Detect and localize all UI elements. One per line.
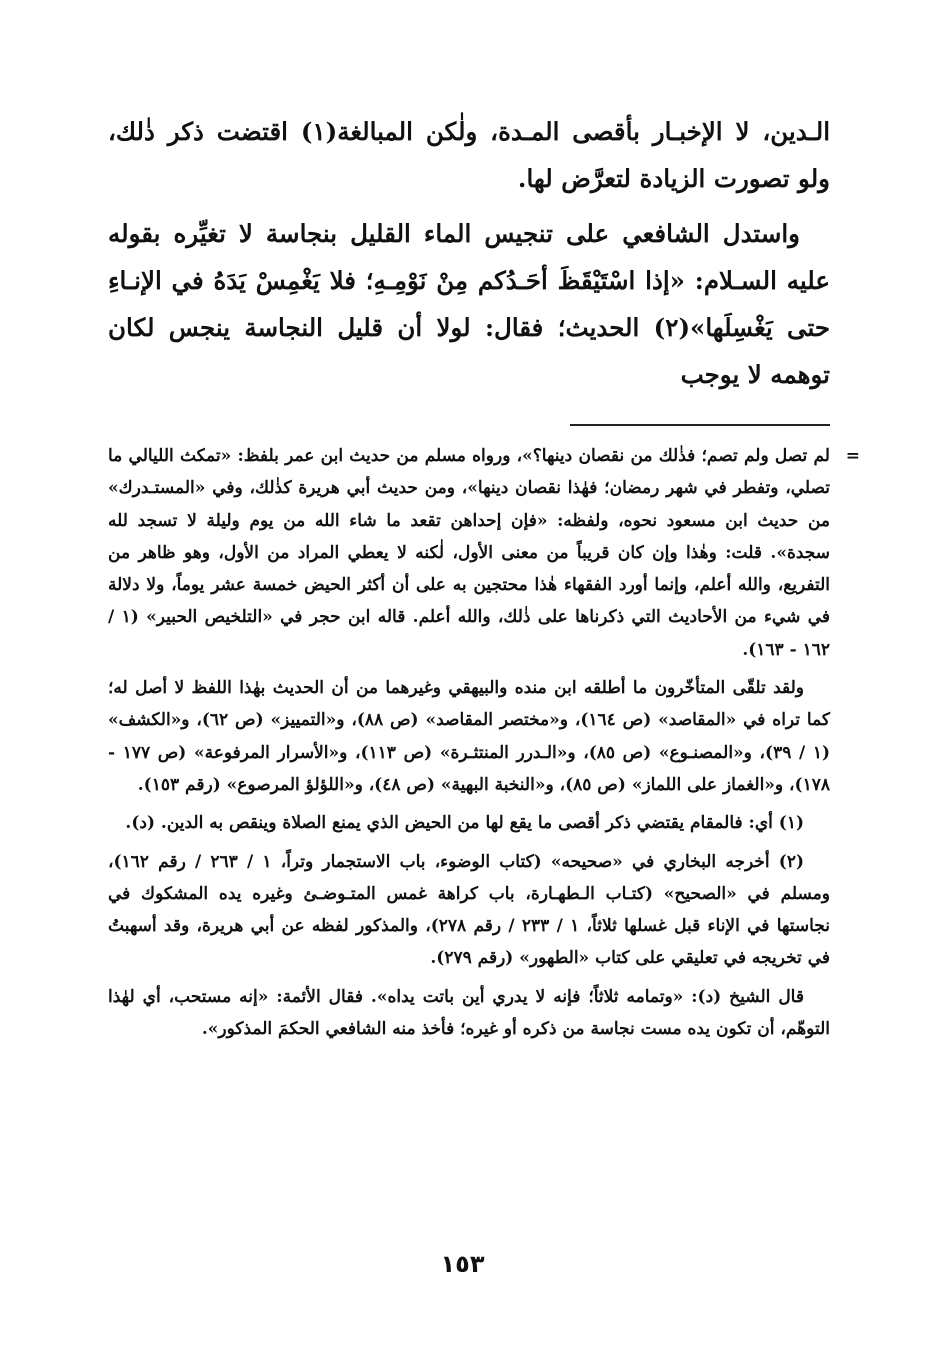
page-number: ١٥٣: [440, 1250, 485, 1278]
footnote-later-scholars: ولقد تلقّى المتأخّرون ما أطلقه ابن منده والبيهقي وغيرهما من أن الحديث بهٰذا اللفظ لا أصل له؛ كما تراه في «المقاصد» (ص ١٦٤)، و«مختصر المقاصد» (ص ٨٨)، و«التمييز» (ص ٦٢)، و«الكشف» (١ / ٣٩)، و«المصنـوع» (ص ٨٥)، و«الـدرر المنتثـرة» (ص ١١٣)، و«الأسرار المرفوعة» (ص ١٧٧ - ١٧٨)، و«الغماز على اللماز» (ص ٨٥)، و«النخبة البهية» (ص ٤٨)، و«اللؤلؤ المرصوع» (رقم ١٥٣).: [108, 678, 831, 795]
footnote-separator: [570, 424, 830, 426]
footnote-sheikh-comment: قال الشيخ (د): «وتمامه ثلاثاً؛ فإنه لا يدري أين باتت يداه». فقال الأئمة: «إنه مستحب، أي لهٰذا التوهّم، أن تكون يده مست نجاسة من ذكره أو غيره؛ فأخذ منه الشافعي الحكمَ المذكور».: [108, 986, 830, 1040]
main-paragraph-1: الـدين، لا الإخبـار بأقصى المـدة، ولٰكن المبالغة(١) اقتضت ذكر ذٰلك، ولو تصورت الزيادة لتعرَّض لها.: [108, 117, 831, 193]
footnote-continuation-text: لم تصل ولم تصم؛ فذٰلك من نقصان دينها؟»، ورواه مسلم من حديث ابن عمر بلفظ: «تمكث الليالي ما تصلي، وتفطر في شهر رمضان؛ فهٰذا نقصان دينها»، ومن حديث أبي هريرة كذٰلك، وفي «المستـدرك» من حديث ابن مسعود نحوه، ولفظه: «فإن إحداهن تقعد ما شاء الله من يوم وليلة لا تسجد لله سجدة». قلت: وهٰذا وإن كان قريباً من معنى الأول، لٰكنه لا يعطي المراد من الأول، وهو ظاهر من التفريع، والله أعلم، وإنما أورد الفقهاء هٰذا محتجين به على أن أكثر الحيض خمسة عشر يوماً، ولا دلالة في شيء من الأحاديث التي ذكرناها على ذٰلك، والله أعلم. قاله ابن حجر في «التلخيص الحبير» (١ / ١٦٢ - ١٦٣).: [108, 446, 830, 660]
footnote-continuation: [108, 440, 860, 666]
footnote-1: (١) أي: فالمقام يقتضي ذكر أقصى ما يقع لها من الحيض الذي يمنع الصلاة وينقص به الدين. (د).: [125, 813, 804, 834]
book-page: [108, 108, 860, 1045]
continuation-mark: =: [845, 446, 860, 466]
main-paragraph-2: واستدل الشافعي على تنجيس الماء القليل بنجاسة لا تغيِّره بقوله عليه السـلام: «إذا اسْتَيْقَظَ أحَـدُكم مِنْ نَوْمِـهِ؛ فلا يَغْمِسْ يَدَهُ في الإنـاءِ حتى يَغْسِلَها»(٢) الحديث؛ فقال: لولا أن قليل النجاسة ينجس لكان توهمه لا يوجب: [108, 219, 830, 389]
footnote-2: (٢) أخرجه البخاري في «صحيحه» (كتاب الوضوء، باب الاستجمار وتراً، ١ / ٢٦٣ / رقم ١٦٢)، ومسلم في «الصحيح» (كتـاب الـطهـارة، باب كراهة غمس المتـوضـئ وغيره يده المشكوك في نجاستها في الإناء قبل غسلها ثلاثاً، ١ / ٢٣٣ / رقم ٢٧٨)، والمذكور لفظه عن أبي هريرة، وقد أسهبتُ في تخريجه في تعليقي على كتاب «الطهور» (رقم ٢٧٩).: [108, 851, 830, 969]
footnotes-section: [108, 440, 860, 1045]
